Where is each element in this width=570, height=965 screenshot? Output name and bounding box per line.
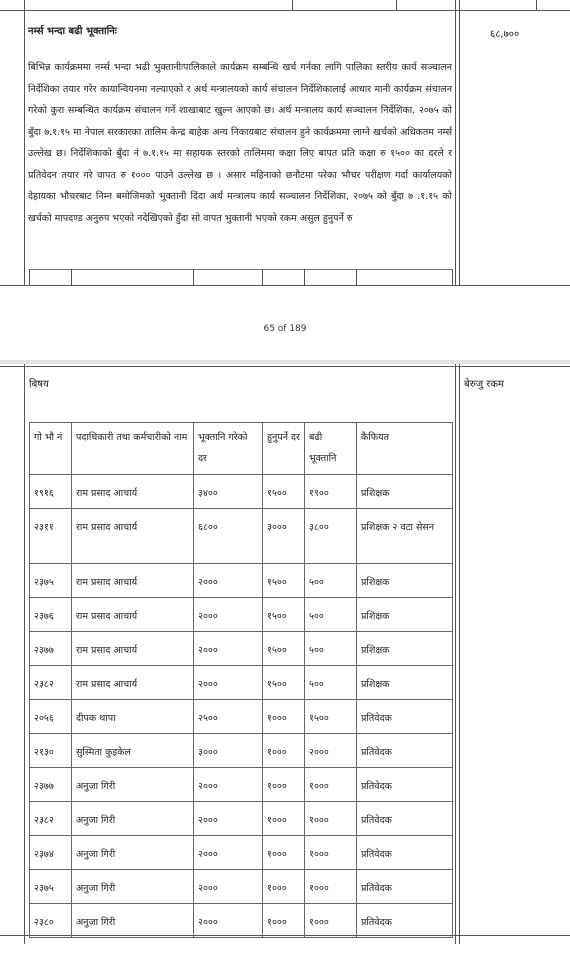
frame-left-line	[24, 0, 25, 285]
section-amount: ६८,७००	[490, 29, 520, 40]
table-cell: राम प्रसाद आचार्य	[72, 475, 194, 509]
table-cell: २०००	[194, 666, 263, 700]
table-cell: राम प्रसाद आचार्य	[72, 666, 194, 700]
stub-line	[193, 269, 194, 285]
table-cell: १५००	[263, 666, 305, 700]
table-cell: प्रतिवेदक	[357, 802, 453, 836]
table-cell: २३७६	[30, 598, 72, 632]
table-cell: १०००	[263, 802, 305, 836]
table-cell: १०००	[305, 768, 357, 802]
table-cell: १५००	[263, 475, 305, 509]
table-cell: ५००	[305, 632, 357, 666]
table-row	[30, 475, 453, 509]
stub-line	[396, 0, 397, 10]
page-number: 65 of 189	[263, 324, 307, 334]
table-cell: प्रतिवेदक	[357, 904, 453, 938]
table-row	[30, 734, 453, 768]
stub-line	[356, 269, 357, 285]
table-cell: ३०००	[194, 734, 263, 768]
table-cell: २०००	[194, 870, 263, 904]
table-row	[30, 802, 453, 836]
table-cell: अनुजा गिरी	[72, 768, 194, 802]
table-cell: अनुजा गिरी	[72, 870, 194, 904]
table-row	[30, 870, 453, 904]
table-cell: १०००	[305, 870, 357, 904]
table-cell: प्रतिवेदक	[357, 734, 453, 768]
stub-line	[71, 269, 72, 285]
table-cell: २०००	[194, 564, 263, 598]
table-cell: राम प्रसाद आचार्य	[72, 564, 194, 598]
table-header-cell: गो भौ नं	[30, 423, 72, 475]
table-cell: प्रशिक्षक	[357, 598, 453, 632]
table-cell: २३८२	[30, 802, 72, 836]
table-cell: ५००	[305, 666, 357, 700]
frame-mid-line	[455, 364, 456, 944]
table-cell: राम प्रसाद आचार्य	[72, 509, 194, 564]
table-cell: अनुजा गिरी	[72, 836, 194, 870]
frame-mid-line-2	[459, 0, 460, 285]
table-cell: २३७५	[30, 870, 72, 904]
table-cell: २०००	[305, 734, 357, 768]
table-cell: १०००	[263, 700, 305, 734]
table-row	[30, 666, 453, 700]
stub-line	[262, 269, 263, 285]
table-cell: २०००	[194, 802, 263, 836]
table-cell: १०००	[263, 836, 305, 870]
table-cell: १०००	[263, 904, 305, 938]
stub-line	[29, 269, 30, 285]
table-cell: १०००	[305, 904, 357, 938]
table-cell: २०००	[194, 836, 263, 870]
table-cell: १५००	[305, 700, 357, 734]
table-header-cell: कैफियत	[357, 423, 453, 475]
table-header-cell: भूक्तानि गरेको दर	[194, 423, 263, 475]
table-cell: २५००	[194, 700, 263, 734]
stub-line	[452, 269, 453, 285]
table-cell: प्रशिक्षक २ वटा सेसन	[357, 509, 453, 564]
table-cell: प्रतिवेदक	[357, 700, 453, 734]
table-cell: २०००	[194, 904, 263, 938]
table-cell: १०००	[305, 836, 357, 870]
stub-line	[292, 0, 293, 10]
table-cell: २१३०	[30, 734, 72, 768]
section-paragraph: बिभिन्न कार्यक्रममा नर्म्स भन्दा भढी भुक्तानीःपालिकाले कार्यक्रम सम्बन्धि खर्च गर्नका लागि पालिका स्तरीय कार्य सञ्चालन निर्देशिका तयार गरेर कायान्वियनमा नल्याएको र अर्थ मन्त्रालयको कार्य संचालन निर्देशिकालाई आधार मानी कार्यक्रम संचालन गरेको कुरा सम्बन्धित कार्यक्रम संचालन गर्ने शाखाबाट खुल्न आएको छ। अर्थ मन्त्रालय कार्य सञ्चालन निर्देशिका, २०७५ को बुँदा ७.१.१५ मा नेपाल सरकारका तालिम केन्द्र बाहेक अन्य निकायबाट संचालन हुने कार्यक्रममा लाग्ने खर्चको अधिकतम नर्म्स उल्लेख छ। निर्देशिकाको बुँदा नं ७.१.१५ मा सहायक स्तरको तालिममा कक्षा लिए बापत प्रति कक्षा रु १५०० का दरले र प्रतिवेदन तयार गरे वापत रु १००० पाउने उल्लेख छ । असार महिनाको छनौटमा परेका भौचर परीक्षण गर्दा कार्यालयको देहायका भौचरबाट निम्न बमोजिमको भुक्तानी दिंदा अर्थ मन्त्रालय कार्य सञ्चालन निर्देशिका, २०७५ को बुँदा ७ .१.१५ को खर्चको मापदण्ड अनुरुप भएको नदेखिएको हुँदा सो वापत भुक्तानी भएको रकम असुल हुनुपर्ने रु	[28, 62, 453, 224]
subject-label: बिषय	[29, 379, 49, 390]
page-66	[0, 360, 570, 965]
table-cell: प्रशिक्षक	[357, 475, 453, 509]
table-cell: सुस्मिता कुइकेल	[72, 734, 194, 768]
table-row	[30, 632, 453, 666]
table-cell: २०००	[194, 768, 263, 802]
table-cell: २३७७	[30, 768, 72, 802]
table-cell: प्रशिक्षक	[357, 564, 453, 598]
table-cell: १०००	[263, 734, 305, 768]
table-row	[30, 700, 453, 734]
table-cell: प्रशिक्षक	[357, 632, 453, 666]
table-cell: १५००	[263, 598, 305, 632]
table-cell: १०००	[305, 802, 357, 836]
table-header-row	[30, 423, 453, 475]
amount-label: बेरुजु रकम	[464, 379, 505, 390]
table-cell: प्रतिवेदक	[357, 836, 453, 870]
table-row	[30, 598, 453, 632]
table-row	[30, 904, 453, 938]
frame-top-line	[0, 366, 570, 367]
table-header-cell: पदाधिकारी तथा कर्मचारीको नाम	[72, 423, 194, 475]
table-cell: ३८००	[305, 509, 357, 564]
table-cell: २३११	[30, 509, 72, 564]
table-cell: अनुजा गिरी	[72, 904, 194, 938]
table-cell: प्रशिक्षक	[357, 666, 453, 700]
frame-bottom-line	[0, 285, 570, 286]
frame-mid-line-2	[459, 364, 460, 944]
table-header-cell: बढी भूक्तानि	[305, 423, 357, 475]
page-65	[0, 0, 570, 340]
frame-mid-line	[455, 0, 456, 285]
table-cell: ३०००	[263, 509, 305, 564]
table-cell: २०५६	[30, 700, 72, 734]
frame-left-line	[24, 364, 25, 944]
table-cell: १५००	[263, 564, 305, 598]
table-cell: १९१६	[30, 475, 72, 509]
stub-line	[304, 269, 305, 285]
table-cell: १०००	[263, 870, 305, 904]
table-cell: ५००	[305, 564, 357, 598]
table-cell: प्रतिवेदक	[357, 870, 453, 904]
table-cell: २३८०	[30, 904, 72, 938]
section-title: नर्म्स भन्दा बढी भूक्तानिः	[28, 26, 117, 37]
table-cell: राम प्रसाद आचार्य	[72, 598, 194, 632]
table-row	[30, 836, 453, 870]
table-cell: अनुजा गिरी	[72, 802, 194, 836]
table-row	[30, 768, 453, 802]
payment-table	[29, 422, 453, 938]
table-cell: २३७७	[30, 632, 72, 666]
table-cell: १९००	[305, 475, 357, 509]
table-cell: १५००	[263, 632, 305, 666]
page-gap	[0, 340, 570, 360]
table-stub-top	[29, 269, 452, 270]
table-cell: २३७४	[30, 836, 72, 870]
table-cell: राम प्रसाद आचार्य	[72, 632, 194, 666]
table-row	[30, 509, 453, 564]
table-cell: २३७५	[30, 564, 72, 598]
table-cell: दीपक थापा	[72, 700, 194, 734]
table-cell: ५००	[305, 598, 357, 632]
table-cell: २०००	[194, 632, 263, 666]
table-row	[30, 564, 453, 598]
stub-line	[536, 0, 537, 10]
table-cell: ३४००	[194, 475, 263, 509]
table-cell: २३८२	[30, 666, 72, 700]
table-cell: प्रतिवेदक	[357, 768, 453, 802]
frame-top-line	[0, 10, 570, 11]
table-header-cell: हुनुपर्ने दर	[263, 423, 305, 475]
table-cell: १०००	[263, 768, 305, 802]
table-cell: २०००	[194, 598, 263, 632]
table-cell: ६८००	[194, 509, 263, 564]
